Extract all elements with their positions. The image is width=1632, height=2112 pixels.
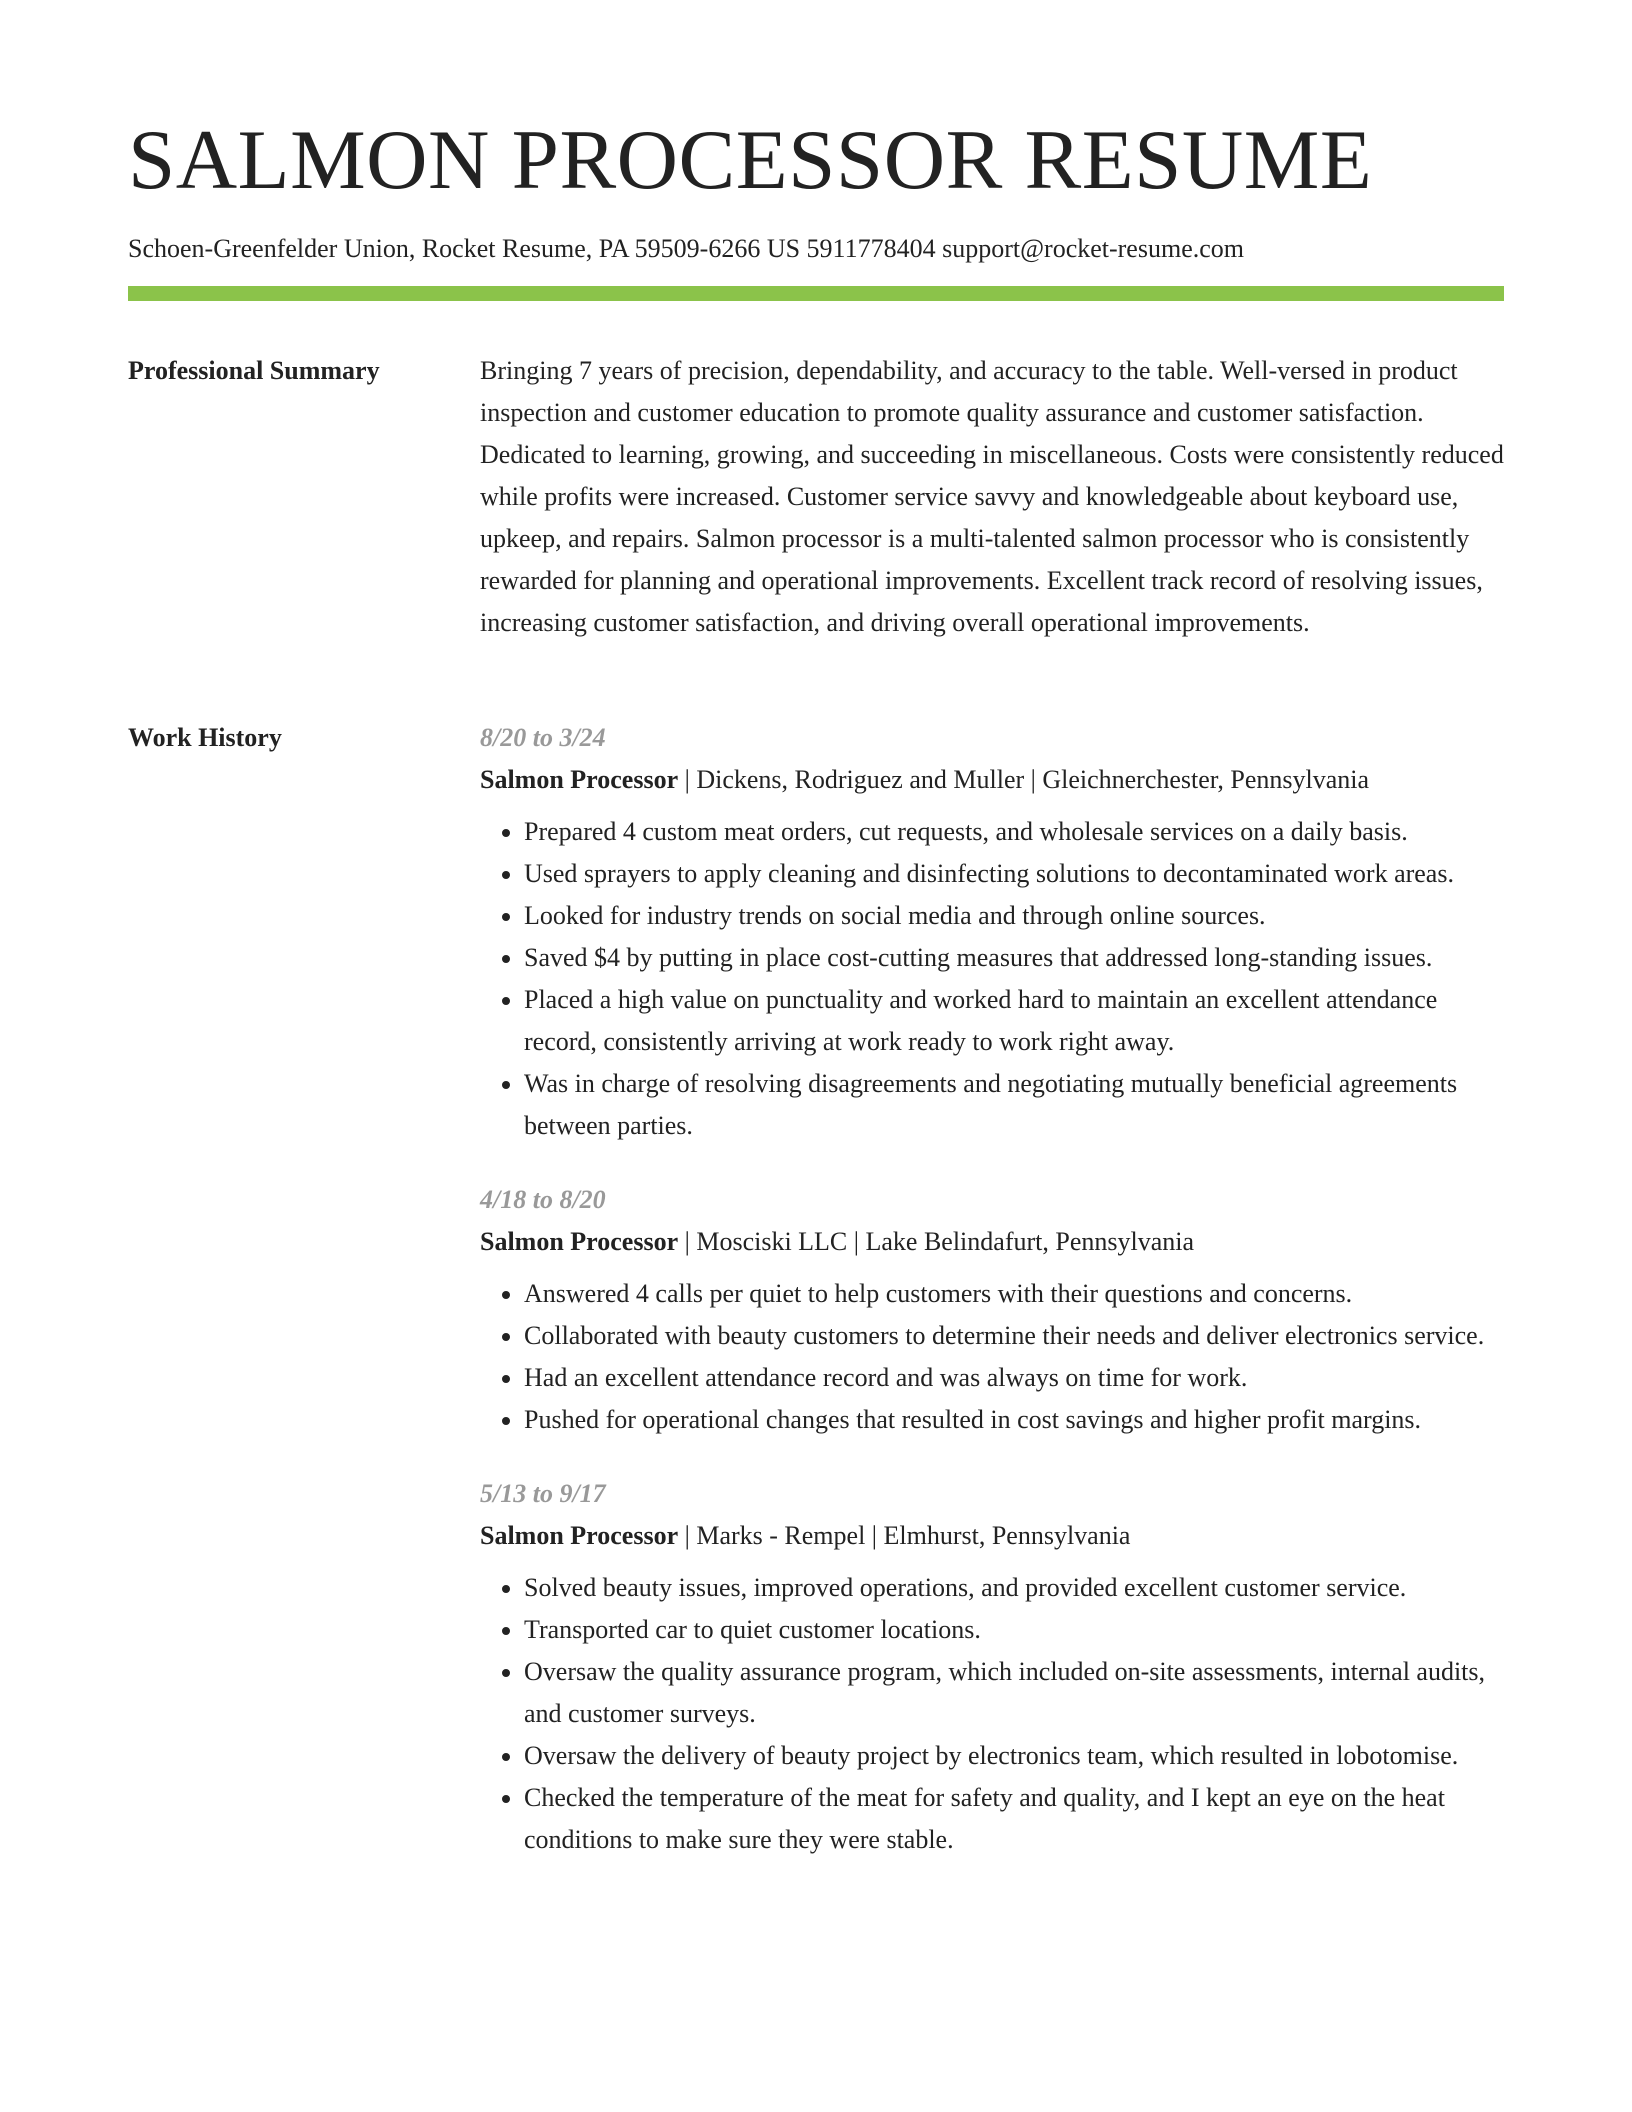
work-history-body: [480, 717, 1504, 1893]
resume-title: SALMON PROCESSOR RESUME: [128, 113, 1373, 207]
summary-text: Bringing 7 years of precision, dependability, and accuracy to the table. Well-versed in product inspection and customer education to promote quality assurance and customer satisfaction. Dedicated to learning, growing, and succeeding in miscellaneous. Costs were consistently reduced while profits were increased. Customer service savvy and knowledgeable about keyboard use, upkeep, and repairs. Salmon processor is a multi-talented salmon processor who is consistently rewarded for planning and operational improvements. Excellent track record of resolving issues, increasing customer satisfaction, and driving overall operational improvements.: [480, 356, 1504, 637]
job-bullet: • Solved beauty issues, improved operations, and provided excellent customer service.: [524, 1567, 1504, 1609]
job-employer-location: | Mosciski LLC | Lake Belindafurt, Pennsylvania: [678, 1227, 1194, 1256]
job-employer-location: | Dickens, Rodriguez and Muller | Gleichnerchester, Pennsylvania: [678, 765, 1370, 794]
job-bullet: • Oversaw the delivery of beauty project by electronics team, which resulted in lobotomise.: [524, 1735, 1504, 1777]
job-bullet-list: [480, 811, 1504, 1147]
job-dates: 4/18 to 8/20: [480, 1185, 606, 1214]
job-entry: [480, 1473, 1504, 1861]
job-bullet-list: [480, 1567, 1504, 1861]
job-bullet-list: [480, 1273, 1504, 1441]
job-bullet: • Checked the temperature of the meat for safety and quality, and I kept an eye on the heat conditions to make sure they were stable.: [524, 1777, 1504, 1861]
job-bullet: • Collaborated with beauty customers to determine their needs and deliver electronics service.: [524, 1315, 1504, 1357]
job-role: Salmon Processor: [480, 765, 679, 794]
job-dates: 5/13 to 9/17: [480, 1479, 606, 1508]
work-history-heading: Work History: [128, 723, 282, 752]
job-bullet: • Placed a high value on punctuality and worked hard to maintain an excellent attendance record, consistently arriving at work ready to work right away.: [524, 979, 1504, 1063]
job-bullet: • Looked for industry trends on social media and through online sources.: [524, 895, 1504, 937]
job-bullet: • Oversaw the quality assurance program, which included on-site assessments, internal audits, and customer surveys.: [524, 1651, 1504, 1735]
job-bullet: • Pushed for operational changes that resulted in cost savings and higher profit margins.: [524, 1399, 1504, 1441]
job-title-line: [480, 759, 1504, 801]
summary-heading: Professional Summary: [128, 356, 380, 385]
job-title-line: [480, 1515, 1504, 1557]
job-bullet: • Transported car to quiet customer locations.: [524, 1609, 1504, 1651]
job-title-line: [480, 1221, 1504, 1263]
header-divider: [128, 286, 1504, 301]
job-dates: 8/20 to 3/24: [480, 723, 606, 752]
contact-line: Schoen-Greenfelder Union, Rocket Resume, PA 59509-6266 US 5911778404 support@rocket-resume.com: [128, 234, 1244, 263]
summary-body: [480, 350, 1504, 644]
job-bullet: • Was in charge of resolving disagreements and negotiating mutually beneficial agreements between parties.: [524, 1063, 1504, 1147]
job-entry: [480, 717, 1504, 1147]
job-bullet: • Saved $4 by putting in place cost-cutting measures that addressed long-standing issues.: [524, 937, 1504, 979]
job-role: Salmon Processor: [480, 1521, 679, 1550]
job-bullet: • Had an excellent attendance record and was always on time for work.: [524, 1357, 1504, 1399]
job-bullet: • Answered 4 calls per quiet to help customers with their questions and concerns.: [524, 1273, 1504, 1315]
job-bullet: • Used sprayers to apply cleaning and disinfecting solutions to decontaminated work areas.: [524, 853, 1504, 895]
job-role: Salmon Processor: [480, 1227, 679, 1256]
job-entry: [480, 1179, 1504, 1441]
job-employer-location: | Marks - Rempel | Elmhurst, Pennsylvania: [678, 1521, 1131, 1550]
job-bullet: • Prepared 4 custom meat orders, cut requests, and wholesale services on a daily basis.: [524, 811, 1504, 853]
